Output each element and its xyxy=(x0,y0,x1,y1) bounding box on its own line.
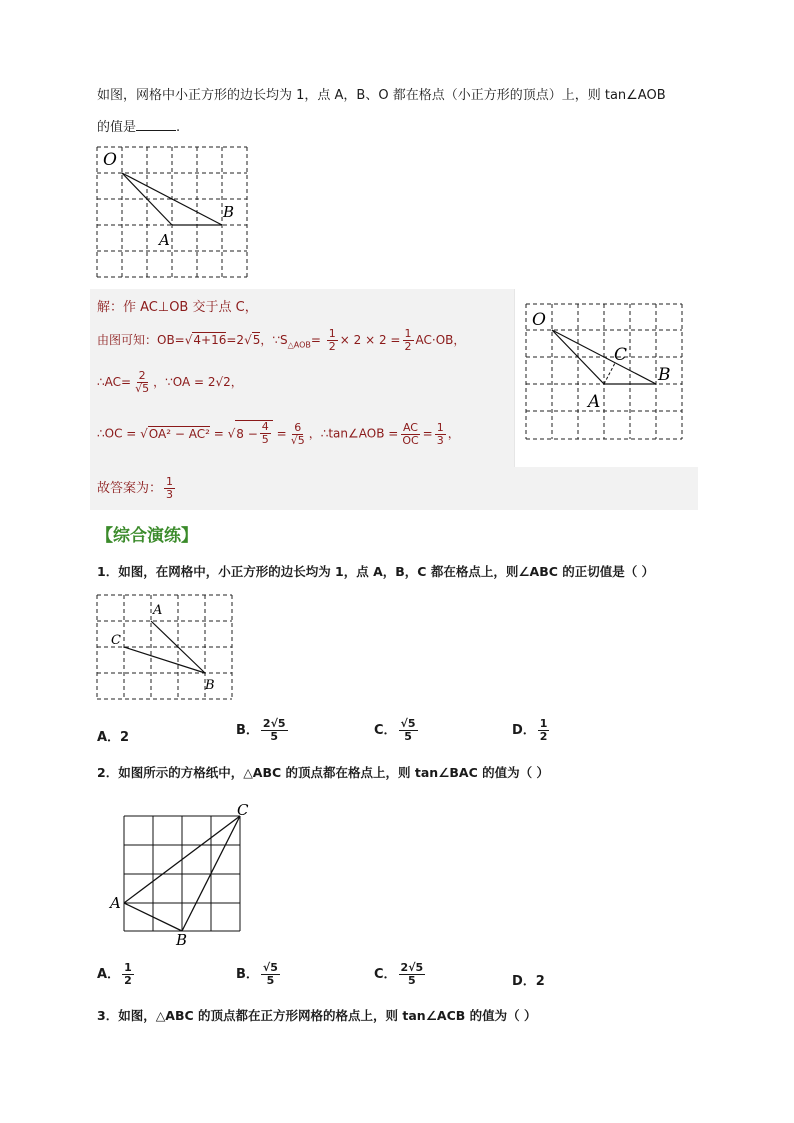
q3-text: 3．如图，△ABC 的顶点都在正方形网格的格点上，则 tan∠ACB 的值为（ ） xyxy=(97,1008,537,1023)
q2-opt-b-d: 5 xyxy=(266,974,275,987)
s4b: = xyxy=(213,426,224,441)
q1-opt-d-n: 1 xyxy=(539,717,548,730)
q2-opt-a-label: A． xyxy=(97,967,121,982)
q1-opt-b-label: B． xyxy=(236,723,259,738)
s4a: ∴OC = xyxy=(97,426,137,441)
problem-line-1 xyxy=(97,84,666,103)
q2-option-c[interactable] xyxy=(374,962,427,987)
q2-label-b: B xyxy=(176,931,188,949)
frac-ac-oc xyxy=(400,422,420,447)
sol-label-o: O xyxy=(532,310,546,330)
problem-period: . xyxy=(176,120,181,135)
q1-opt-d-label: D． xyxy=(512,723,536,738)
q2-opt-b-n: √5 xyxy=(262,961,278,974)
q1-opt-b-frac xyxy=(261,718,288,743)
q2-opt-c-d: 5 xyxy=(408,974,416,987)
s4f: ， xyxy=(447,426,460,441)
s2b: =2 xyxy=(226,333,245,347)
ans-d: 3 xyxy=(166,488,174,501)
q1-opt-c-frac xyxy=(399,718,418,743)
s2-sub: △AOB xyxy=(287,340,311,350)
problem-grid-figure xyxy=(95,143,251,283)
q2-opt-c-n: 2√5 xyxy=(400,961,424,974)
f4n4: 1 xyxy=(436,420,444,434)
frac-half-2 xyxy=(403,328,414,353)
solution-answer xyxy=(97,476,177,501)
section-title: 【综合演练】 xyxy=(96,526,198,546)
q1-text: 1．如图，在网格中，小正方形的边长均为 1，点 A，B，C 都在格点上，则∠ABC 的正切值是（ ） xyxy=(97,564,655,579)
frac-third xyxy=(435,422,446,447)
f2d: 2 xyxy=(404,340,412,353)
q1-option-c[interactable] xyxy=(374,718,420,743)
answer-blank xyxy=(136,118,176,131)
sol-label-b: B xyxy=(658,365,671,385)
s3b: ，∵OA = 2√2， xyxy=(153,375,243,389)
answer-label: 故答案为： xyxy=(97,481,163,496)
q2-option-a[interactable] xyxy=(97,962,136,987)
problem-line-2 xyxy=(97,116,180,135)
f1n: 1 xyxy=(328,327,336,340)
q2-grid-figure xyxy=(106,800,258,950)
solution-line-2: 由图可知：OB=√4+16=2√5，$\because S_{\triangle AOB}=$ $\frac{1}{2}$ × 2 × 2 = $\frac{1}{2}$ AC·OB， xyxy=(97,327,466,353)
label-b: B xyxy=(223,203,235,221)
q1-opt-c-label: C． xyxy=(374,723,397,738)
q1-opt-d-d: 2 xyxy=(539,730,548,743)
s2-sqrt: 4+16 xyxy=(193,333,227,347)
f4d2: √5 xyxy=(290,433,305,447)
q1-option-b[interactable] xyxy=(236,718,290,743)
s2a: 由图可知：OB= xyxy=(97,333,185,347)
s2d: = xyxy=(310,333,321,347)
frac-half-1 xyxy=(327,328,338,353)
s2e: × 2 × 2 = xyxy=(339,333,401,347)
q2-opt-b-label: B． xyxy=(236,967,259,982)
f2n: 1 xyxy=(404,327,412,340)
q1-option-a[interactable]: A．2 xyxy=(97,730,130,745)
q2-opt-a-frac xyxy=(122,962,134,987)
f4d3: OC xyxy=(402,433,419,447)
s2c: ，∵S xyxy=(260,333,288,347)
q2-label-a: A xyxy=(110,894,121,912)
sol-label-a: A xyxy=(588,392,601,412)
q2-opt-b-frac xyxy=(261,962,280,987)
s4d: ，∴tan∠AOB = xyxy=(308,426,399,441)
s4-sqrt2a: 8 − xyxy=(236,426,258,441)
q1-opt-c-d: 5 xyxy=(404,730,412,743)
s2f: AC·OB， xyxy=(415,333,466,347)
answer-fraction xyxy=(164,476,175,501)
label-o: O xyxy=(103,150,117,170)
q2-opt-c-label: C． xyxy=(374,967,397,982)
f4d4: 3 xyxy=(436,433,444,447)
f4n1: 4 xyxy=(261,420,269,433)
q1-opt-b-n: 2√5 xyxy=(262,717,286,730)
q1-option-d[interactable] xyxy=(512,718,551,743)
q1-opt-c-n: √5 xyxy=(400,717,416,730)
q2-text: 2．如图所示的方格纸中，△ABC 的顶点都在格点上，则 tan∠BAC 的值为（ ） xyxy=(97,765,549,780)
solution-grid-figure xyxy=(522,300,688,448)
q2-opt-a-d: 2 xyxy=(124,974,132,987)
f3n: 2 xyxy=(138,369,146,382)
frac-ac xyxy=(133,370,151,395)
label-a: A xyxy=(159,231,170,249)
f1d: 2 xyxy=(328,340,336,353)
q1-label-b: B xyxy=(205,678,215,693)
q2-option-b[interactable] xyxy=(236,962,282,987)
frac-four-fifths xyxy=(260,421,271,446)
s4c: = xyxy=(276,426,287,441)
q1-grid-figure xyxy=(95,592,237,704)
sol-label-c: C xyxy=(614,345,628,365)
frac-six xyxy=(289,422,307,447)
s4-sqrt1: OA² − AC² xyxy=(148,426,210,441)
q2-label-c: C xyxy=(237,801,249,819)
q1-opt-d-frac xyxy=(538,718,550,743)
s2-sqrt2: 5 xyxy=(252,333,261,347)
q1-label-a: A xyxy=(153,603,163,618)
problem-text: 如图，网格中小正方形的边长均为 1，点 A，B、O 都在格点（小正方形的顶点）上，则 tan∠AOB xyxy=(97,88,666,103)
f4d1: 5 xyxy=(261,433,269,446)
s4e: = xyxy=(422,426,433,441)
s3a: ∴AC= xyxy=(97,375,132,389)
q1-opt-b-d: 5 xyxy=(270,730,279,743)
f4n2: 6 xyxy=(294,420,302,434)
solution-line-3 xyxy=(97,370,243,395)
solution-text-1: 解：作 AC⊥OB 交于点 C， xyxy=(97,300,258,315)
q2-opt-c-frac xyxy=(399,962,426,987)
solution-line-1 xyxy=(97,296,258,315)
q2-option-d[interactable]: D．2 xyxy=(512,974,545,989)
q1-label-c: C xyxy=(111,633,121,648)
q2-opt-a-n: 1 xyxy=(124,961,132,974)
s4-sqrt2 xyxy=(235,420,273,446)
problem-text-2: 的值是 xyxy=(97,120,137,135)
f4n3: AC xyxy=(402,420,418,434)
solution-line-4: ∴OC = √OA² − AC² = √ 8 − $\frac{4}{5}$ = $\frac{6}{√5}$ ，∴tan∠AOB = $\frac{AC}{OC}$ = $\frac{1}{3}$ ， xyxy=(97,420,460,447)
ans-n: 1 xyxy=(166,475,174,488)
f3d: √5 xyxy=(135,382,150,395)
